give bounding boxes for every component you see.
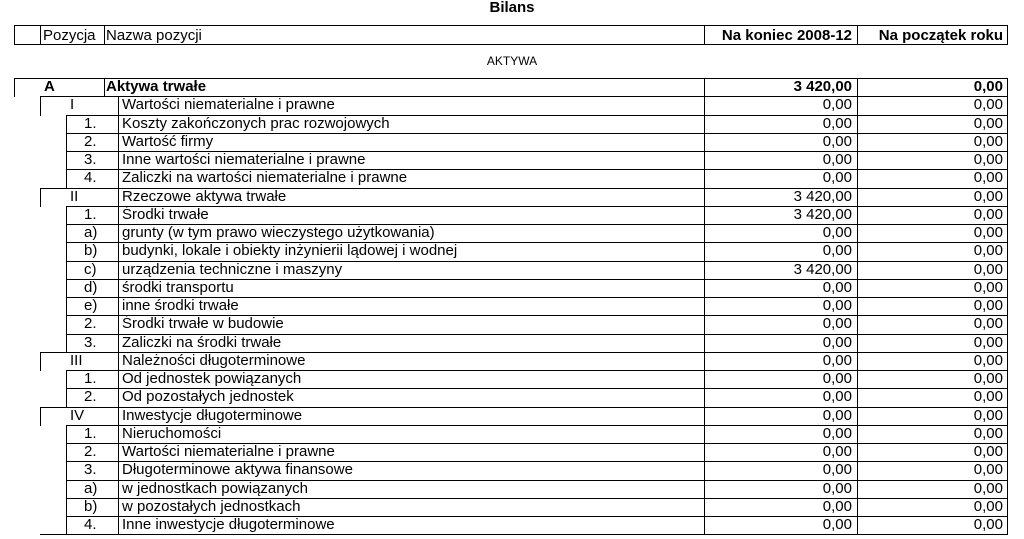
row-divider: [40, 352, 41, 371]
row-name: Zaliczki na środki trwałe: [122, 334, 282, 351]
row-divider: [1007, 133, 1008, 152]
row-divider: [118, 407, 119, 426]
row-code: 3.: [84, 461, 97, 478]
row-divider: [1007, 224, 1008, 243]
row-value-start: 0,00: [973, 388, 1003, 405]
row-value-end: 0,00: [822, 115, 852, 132]
row-divider: [40, 96, 41, 116]
row-code: 1.: [84, 115, 97, 132]
row-value-start: 0,00: [973, 425, 1003, 442]
row-divider: [66, 206, 67, 225]
row-divider: [1007, 242, 1008, 262]
row-name: w pozostałych jednostkach: [122, 498, 301, 515]
row-value-start: 0,00: [973, 169, 1003, 186]
row-code: IV: [70, 407, 85, 424]
row-divider: [1007, 334, 1008, 353]
row-divider: [1007, 407, 1008, 426]
row-divider: [1007, 498, 1008, 517]
row-code: b): [84, 242, 98, 259]
row-name: Nieruchomości: [122, 425, 222, 442]
row-value-end: 0,00: [822, 425, 852, 442]
row-name: Należności długoterminowe: [122, 352, 306, 369]
row-divider: [1007, 443, 1008, 462]
row-value-start: 0,00: [973, 498, 1003, 515]
row-code: a): [84, 224, 98, 241]
row-value-end: 0,00: [822, 498, 852, 515]
row-value-start: 0,00: [973, 370, 1003, 387]
row-value-start: 0,00: [973, 242, 1003, 259]
row-value-start: 0,00: [973, 78, 1003, 95]
row-name: w jednostkach powiązanych: [122, 480, 308, 497]
row-code: II: [70, 188, 79, 205]
row-value-start: 0,00: [973, 334, 1003, 351]
row-divider: [14, 78, 15, 97]
row-value-start: 0,00: [973, 96, 1003, 113]
row-value-start: 0,00: [973, 407, 1003, 424]
header-start-of-year: Na początek roku: [878, 27, 1003, 44]
row-divider: [66, 480, 67, 499]
row-divider: [66, 297, 67, 316]
row-name: Wartości niematerialne i prawne: [122, 443, 335, 460]
row-code: d): [84, 279, 98, 296]
row-value-start: 0,00: [973, 516, 1003, 533]
row-value-start: 0,00: [973, 315, 1003, 332]
row-divider: [1007, 96, 1008, 116]
row-value-start: 0,00: [973, 443, 1003, 460]
row-divider: [66, 261, 67, 280]
row-value-end: 0,00: [822, 133, 852, 150]
row-divider: [66, 151, 67, 170]
header-divider: [14, 25, 15, 45]
row-code: 2.: [84, 443, 97, 460]
row-divider: [1007, 315, 1008, 335]
row-divider: [66, 334, 67, 353]
row-value-end: 0,00: [822, 334, 852, 351]
row-name: Inwestycje długoterminowe: [122, 407, 303, 424]
row-name: Od jednostek powiązanych: [122, 370, 302, 387]
row-name: środki transportu: [122, 279, 234, 296]
row-code: 4.: [84, 516, 97, 533]
row-code: b): [84, 498, 98, 515]
row-divider: [1007, 516, 1008, 535]
row-divider: [40, 407, 41, 426]
row-value-end: 0,00: [822, 169, 852, 186]
row-value-end: 0,00: [822, 443, 852, 460]
row-name: Koszty zakończonych prac rozwojowych: [122, 115, 390, 132]
row-value-end: 0,00: [822, 370, 852, 387]
row-divider: [1007, 115, 1008, 134]
row-value-end: 0,00: [822, 461, 852, 478]
row-code: 4.: [84, 169, 97, 186]
row-value-start: 0,00: [973, 188, 1003, 205]
row-name: inne środki trwałe: [122, 297, 239, 314]
row-value-end: 0,00: [822, 151, 852, 168]
row-divider: [66, 133, 67, 152]
row-name: grunty (w tym prawo wieczystego użytkowania): [122, 224, 435, 241]
row-value-start: 0,00: [973, 261, 1003, 278]
row-value-end: 0,00: [822, 224, 852, 241]
row-code: 1.: [84, 370, 97, 387]
row-divider: [66, 279, 67, 298]
row-divider: [66, 169, 67, 189]
row-divider: [66, 516, 67, 535]
row-divider: [66, 242, 67, 262]
row-name: Środki trwałe: [122, 206, 209, 223]
row-value-start: 0,00: [973, 480, 1003, 497]
row-value-start: 0,00: [973, 461, 1003, 478]
header-top-rule: [14, 25, 1008, 26]
row-divider: [104, 78, 105, 97]
row-value-end: 0,00: [822, 516, 852, 533]
row-name: Długoterminowe aktywa finansowe: [122, 461, 353, 478]
row-value-end: 0,00: [822, 480, 852, 497]
row-divider: [66, 443, 67, 462]
row-divider: [66, 498, 67, 517]
row-name: Zaliczki na wartości niematerialne i prawne: [122, 169, 408, 186]
row-code: c): [84, 261, 97, 278]
row-name: Wartości niematerialne i prawne: [122, 96, 335, 113]
row-divider: [118, 188, 119, 207]
row-divider: [1007, 297, 1008, 316]
row-value-end: 3 420,00: [793, 78, 852, 95]
row-code: a): [84, 480, 98, 497]
header-name: Nazwa pozycji: [106, 27, 202, 44]
header-bottom-rule: [14, 44, 1008, 45]
row-divider: [1007, 261, 1008, 280]
row-divider: [40, 188, 41, 207]
row-code: 3.: [84, 334, 97, 351]
row-code: A: [44, 78, 55, 95]
row-code: 2.: [84, 388, 97, 405]
row-name: Inne inwestycje długoterminowe: [122, 516, 335, 533]
row-name: Wartość firmy: [122, 133, 214, 150]
row-divider: [1007, 206, 1008, 225]
row-value-start: 0,00: [973, 224, 1003, 241]
document-title: Bilans: [489, 0, 535, 16]
row-code: e): [84, 297, 98, 314]
header-position: Pozycja: [43, 27, 96, 44]
row-code: 2.: [84, 315, 97, 332]
section-label: AKTYWA: [486, 54, 538, 68]
row-divider: [66, 370, 67, 389]
row-value-start: 0,00: [973, 115, 1003, 132]
row-name: budynki, lokale i obiekty inżynierii lądowej i wodnej: [122, 242, 458, 259]
row-divider: [1007, 352, 1008, 371]
row-divider: [1007, 279, 1008, 298]
row-divider: [66, 224, 67, 243]
row-name: Od pozostałych jednostek: [122, 388, 294, 405]
row-value-end: 0,00: [822, 96, 852, 113]
row-name: Inne wartości niematerialne i prawne: [122, 151, 366, 168]
header-divider: [40, 25, 41, 45]
row-value-start: 0,00: [973, 297, 1003, 314]
row-value-end: 0,00: [822, 407, 852, 424]
row-name: Środki trwałe w budowie: [122, 315, 284, 332]
row-rule: [40, 534, 1008, 535]
row-divider: [66, 425, 67, 444]
row-divider: [1007, 78, 1008, 97]
row-value-end: 0,00: [822, 279, 852, 296]
row-code: 2.: [84, 133, 97, 150]
row-name: urządzenia techniczne i maszyny: [122, 261, 343, 278]
row-divider: [66, 115, 67, 134]
row-code: I: [70, 96, 75, 113]
row-value-end: 0,00: [822, 352, 852, 369]
row-code: 1.: [84, 425, 97, 442]
header-end-of-period: Na koniec 2008-12: [721, 27, 852, 44]
row-value-start: 0,00: [973, 151, 1003, 168]
row-divider: [1007, 388, 1008, 408]
row-divider: [1007, 188, 1008, 207]
row-divider: [1007, 425, 1008, 444]
row-divider: [118, 96, 119, 116]
header-divider: [1007, 25, 1008, 45]
row-name: Aktywa trwałe: [106, 78, 207, 95]
row-code: III: [70, 352, 83, 369]
row-divider: [1007, 480, 1008, 499]
row-divider: [1007, 461, 1008, 481]
row-value-end: 3 420,00: [793, 206, 852, 223]
row-value-end: 3 420,00: [793, 261, 852, 278]
row-value-end: 0,00: [822, 297, 852, 314]
row-divider: [66, 315, 67, 335]
header-divider: [104, 25, 105, 45]
row-value-start: 0,00: [973, 206, 1003, 223]
row-value-start: 0,00: [973, 352, 1003, 369]
row-code: 3.: [84, 151, 97, 168]
row-divider: [66, 461, 67, 481]
row-value-end: 3 420,00: [793, 188, 852, 205]
row-divider: [1007, 151, 1008, 170]
row-value-end: 0,00: [822, 242, 852, 259]
row-code: 1.: [84, 206, 97, 223]
row-value-end: 0,00: [822, 388, 852, 405]
row-divider: [1007, 370, 1008, 389]
row-divider: [66, 388, 67, 408]
row-name: Rzeczowe aktywa trwałe: [122, 188, 287, 205]
row-value-start: 0,00: [973, 133, 1003, 150]
row-value-end: 0,00: [822, 315, 852, 332]
row-value-start: 0,00: [973, 279, 1003, 296]
row-divider: [118, 352, 119, 371]
row-divider: [1007, 169, 1008, 189]
